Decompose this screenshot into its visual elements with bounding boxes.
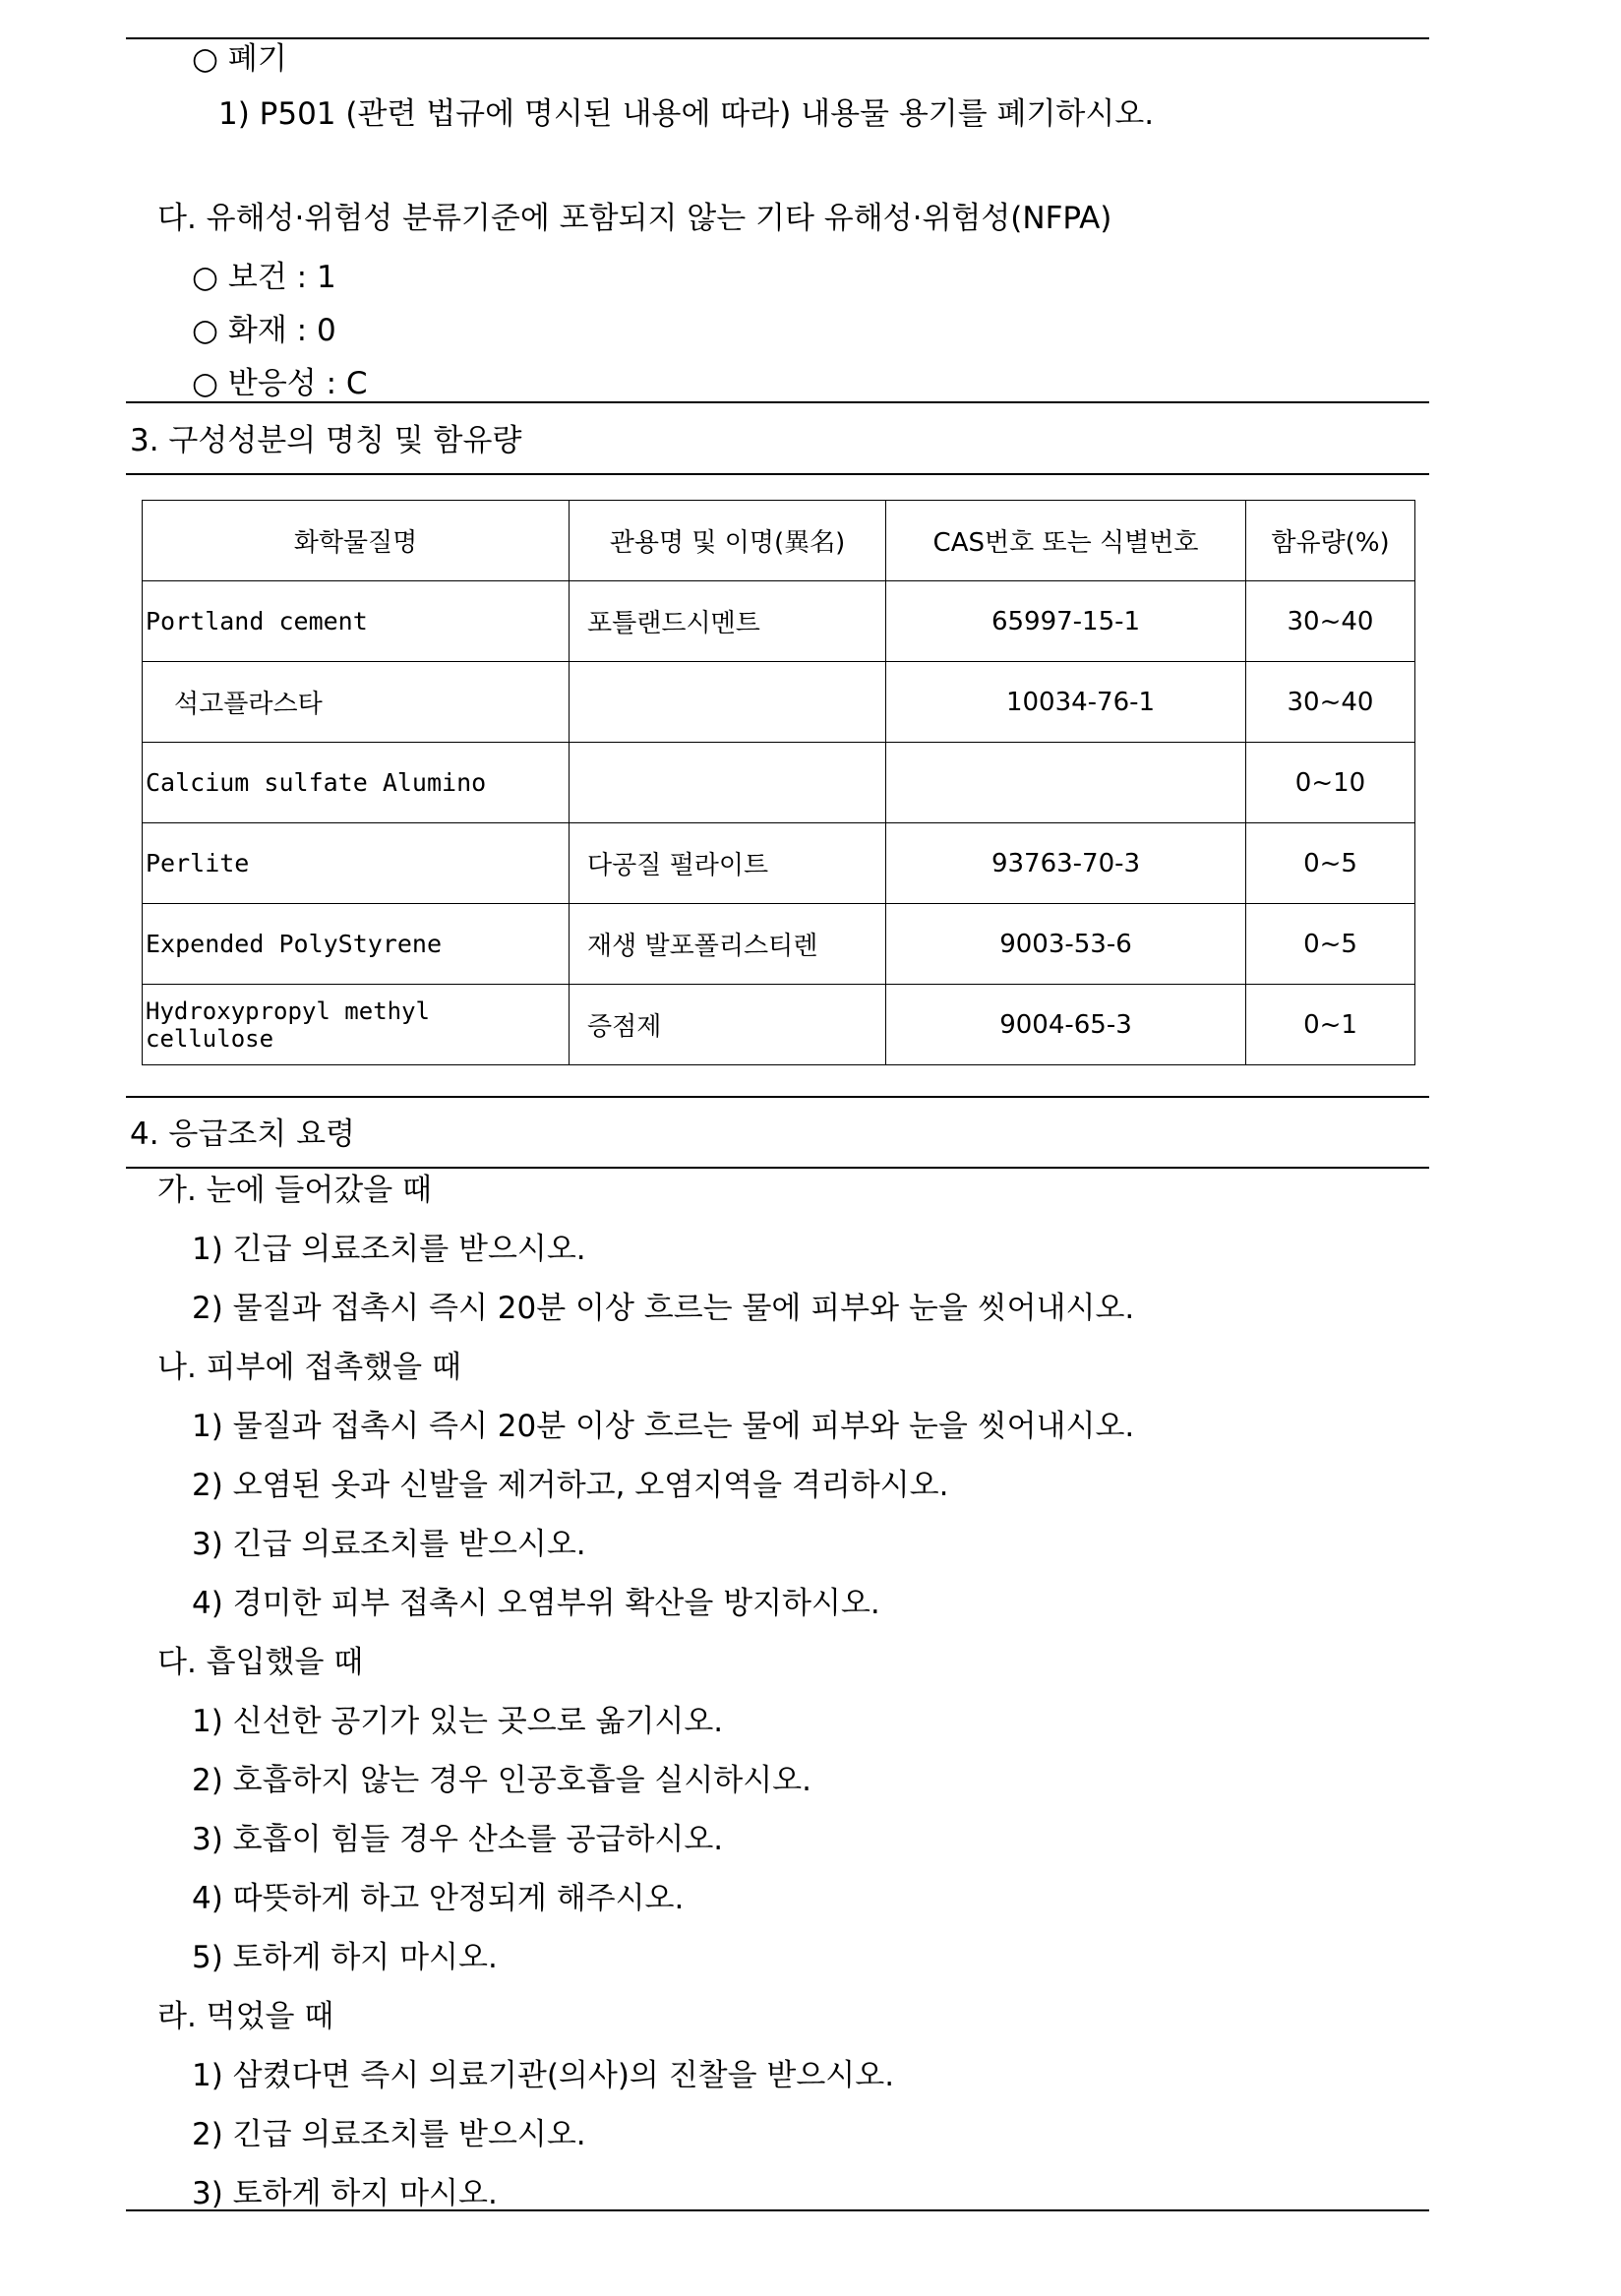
cell-chemical-name: Expended PolyStyrene [143, 904, 570, 985]
cell-cas: 9003-53-6 [886, 904, 1246, 985]
section-rule [126, 1167, 1429, 1169]
section-rule [126, 401, 1429, 403]
section-rule [126, 1096, 1429, 1098]
header-content: 함유량(%) [1246, 501, 1415, 581]
other-hazards-heading: 다. 유해성·위험성 분류기준에 포함되지 않는 기타 유해성·위험성(NFPA) [157, 201, 1112, 236]
bottom-rule [126, 2209, 1429, 2211]
table-row [143, 743, 1415, 823]
section3-title: 3. 구성성분의 명칭 및 함유량 [130, 423, 522, 458]
skin-item-3: 3) 긴급 의료조치를 받으시오. [192, 1527, 586, 1562]
ingestion-item-1: 1) 삼켰다면 즉시 의료기관(의사)의 진찰을 받으시오. [192, 2058, 895, 2093]
cell-content: 0~5 [1246, 823, 1415, 904]
cell-alias: 포틀랜드시멘트 [570, 581, 886, 662]
nfpa-fire: ○ 화재 : 0 [192, 313, 336, 348]
header-alias: 관용명 및 이명(異名) [570, 501, 886, 581]
inhalation-item-1: 1) 신선한 공기가 있는 곳으로 옮기시오. [192, 1704, 724, 1739]
cell-alias [570, 662, 886, 743]
inhalation-item-4: 4) 따뜻하게 하고 안정되게 해주시오. [192, 1881, 685, 1916]
section-rule [126, 473, 1429, 475]
inhalation-item-2: 2) 호흡하지 않는 경우 인공호흡을 실시하시오. [192, 1763, 811, 1798]
nfpa-reactivity: ○ 반응성 : C [192, 366, 368, 401]
cell-alias: 다공질 펄라이트 [570, 823, 886, 904]
eye-item-2: 2) 물질과 접촉시 즉시 20분 이상 흐르는 물에 피부와 눈을 씻어내시오. [192, 1291, 1135, 1326]
inhalation-item-5: 5) 토하게 하지 마시오. [192, 1940, 498, 1975]
cell-content: 0~10 [1246, 743, 1415, 823]
cell-alias [570, 743, 886, 823]
cell-chemical-name: Portland cement [143, 581, 570, 662]
cell-chemical-name: Hydroxypropyl methyl cellulose [143, 985, 570, 1065]
cell-chemical-name: 석고플라스타 [143, 662, 570, 743]
cell-cas: 10034-76-1 [886, 662, 1246, 743]
top-rule [126, 37, 1429, 39]
cell-chemical-name: Perlite [143, 823, 570, 904]
composition-table [142, 500, 1415, 1065]
cell-content: 30~40 [1246, 662, 1415, 743]
ingestion-item-3: 3) 토하게 하지 마시오. [192, 2176, 498, 2211]
ingestion-heading: 라. 먹었을 때 [157, 1999, 334, 2034]
eye-item-1: 1) 긴급 의료조치를 받으시오. [192, 1232, 586, 1267]
inhalation-item-3: 3) 호흡이 힘들 경우 산소를 공급하시오. [192, 1822, 724, 1857]
ingestion-item-2: 2) 긴급 의료조치를 받으시오. [192, 2117, 586, 2152]
skin-item-1: 1) 물질과 접촉시 즉시 20분 이상 흐르는 물에 피부와 눈을 씻어내시오. [192, 1409, 1135, 1444]
cell-content: 30~40 [1246, 581, 1415, 662]
cell-alias: 재생 발포폴리스티렌 [570, 904, 886, 985]
header-chemical-name: 화학물질명 [143, 501, 570, 581]
cell-cas: 65997-15-1 [886, 581, 1246, 662]
cell-content: 0~1 [1246, 985, 1415, 1065]
table-header-row [143, 501, 1415, 581]
cell-cas [886, 743, 1246, 823]
inhalation-heading: 다. 흡입했을 때 [157, 1645, 364, 1680]
eye-heading: 가. 눈에 들어갔을 때 [157, 1173, 432, 1208]
skin-item-4: 4) 경미한 피부 접촉시 오염부위 확산을 방지하시오. [192, 1586, 880, 1621]
table-row [143, 904, 1415, 985]
cell-content: 0~5 [1246, 904, 1415, 985]
skin-item-2: 2) 오염된 옷과 신발을 제거하고, 오염지역을 격리하시오. [192, 1468, 949, 1503]
section4-title: 4. 응급조치 요령 [130, 1117, 355, 1152]
table-row [143, 581, 1415, 662]
disposal-heading: ○ 폐기 [192, 41, 287, 77]
table-row [143, 823, 1415, 904]
cell-cas: 93763-70-3 [886, 823, 1246, 904]
header-cas: CAS번호 또는 식별번호 [886, 501, 1246, 581]
table-row [143, 985, 1415, 1065]
disposal-item-1: 1) P501 (관련 법규에 명시된 내용에 따라) 내용물 용기를 폐기하시오. [218, 96, 1155, 132]
cell-cas: 9004-65-3 [886, 985, 1246, 1065]
cell-chemical-name: Calcium sulfate Alumino [143, 743, 570, 823]
nfpa-health: ○ 보건 : 1 [192, 260, 336, 295]
cell-alias: 증점제 [570, 985, 886, 1065]
table-row [143, 662, 1415, 743]
skin-heading: 나. 피부에 접촉했을 때 [157, 1350, 461, 1385]
